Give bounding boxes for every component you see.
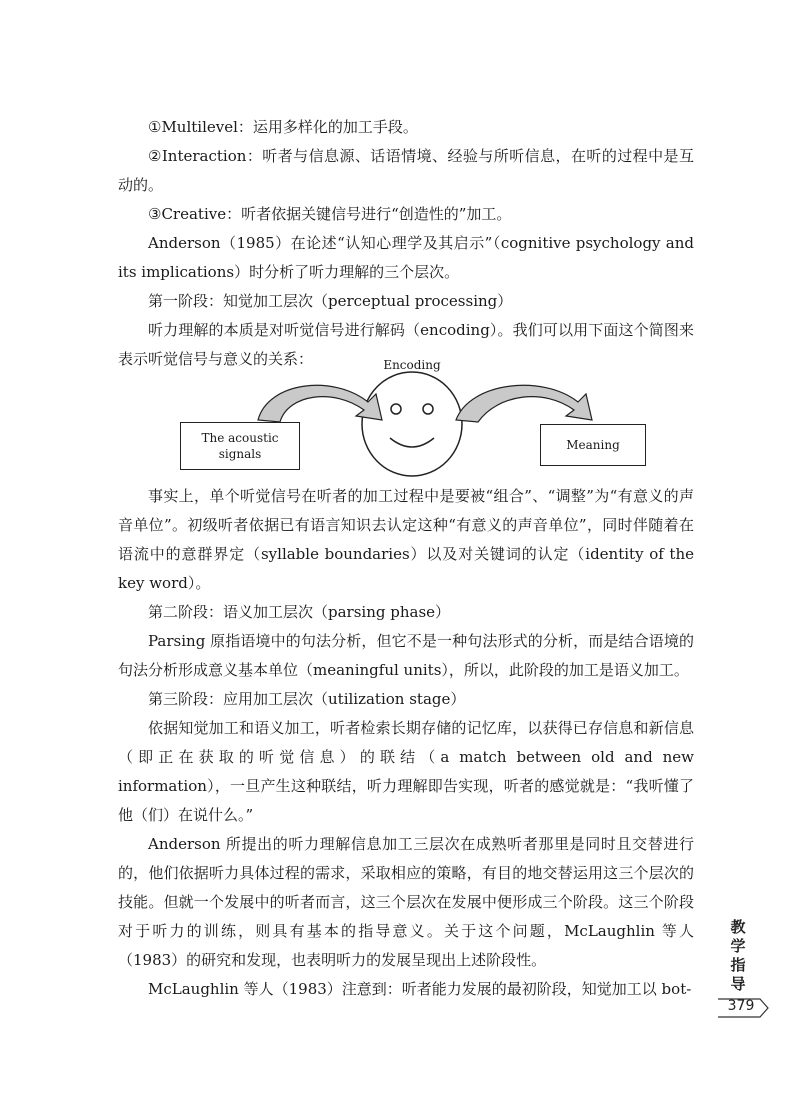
left-arrow-icon bbox=[258, 385, 382, 422]
paragraph: McLaughlin 等人（1983）注意到：听者能力发展的最初阶段，知觉加工以 bot- bbox=[148, 980, 692, 998]
right-arrow-icon bbox=[456, 385, 592, 422]
section-heading: 第一阶段：知觉加工层次（perceptual processing） bbox=[148, 292, 513, 310]
side-section-tab bbox=[727, 918, 749, 994]
paragraph: 依据知觉加工和语义加工，听者检索长期存储的记忆库，以获得已存信息和新信息（即正在获取的听觉信息）的联结（a match between old and new information），一旦产生这种联结，听力理解即告实现，听者的感觉就是：“我听懂了他（们）在说什么。” bbox=[118, 719, 694, 824]
encoding-diagram bbox=[118, 352, 694, 480]
paragraph: ②Interaction：听者与信息源、话语情境、经验与所听信息，在听的过程中是互动的。 bbox=[118, 147, 694, 194]
meaning-box bbox=[540, 424, 646, 466]
paragraph: Anderson（1985）在论述“认知心理学及其启示”（cognitive psychology and its implications）时分析了听力理解的三个层次。 bbox=[118, 234, 694, 281]
body-text-bottom bbox=[118, 482, 694, 1004]
acoustic-signals-label: The acoustic signals bbox=[201, 431, 279, 461]
paragraph: Parsing 原指语境中的句法分析，但它不是一种句法形式的分析，而是结合语境的句法分析形成意义基本单位（meaningful units），所以，此阶段的加工是语义加工。 bbox=[118, 632, 694, 679]
paragraph: ①Multilevel：运用多样化的加工手段。 bbox=[148, 118, 418, 136]
right-eye bbox=[423, 404, 433, 414]
smiley-face-icon bbox=[362, 372, 462, 476]
paragraph: 事实上，单个听觉信号在听者的加工过程中是要被“组合”、“调整”为“有意义的声音单位”。初级听者依据已有语言知识去认定这种“有意义的声音单位”，同时伴随着在语流中的意群界定（syllable boundaries）以及对关键词的认定（identity of the key word）。 bbox=[118, 487, 694, 592]
encoding-label: Encoding bbox=[383, 358, 441, 372]
section-heading: 第三阶段：应用加工层次（utilization stage） bbox=[148, 690, 466, 708]
side-tab-char: 教 bbox=[730, 918, 746, 936]
meaning-label: Meaning bbox=[566, 438, 620, 452]
side-tab-char: 导 bbox=[730, 975, 746, 993]
page-number-marker bbox=[718, 996, 778, 1022]
paragraph: Anderson 所提出的听力理解信息加工三层次在成熟听者那里是同时且交替进行的，他们依据听力具体过程的需求，采取相应的策略，有目的地交替运用这三个层次的技能。但就一个发展中的听者而言，这三个层次在发展中便形成三个阶段。这三个阶段对于听力的训练，则具有基本的指导意义。关于这个问题，McLaughlin 等人（1983）的研究和发现，也表明听力的发展呈现出上述阶段性。 bbox=[118, 835, 694, 969]
page-number: 379 bbox=[727, 998, 755, 1014]
body-text-top bbox=[118, 113, 694, 374]
paragraph: 听力理解的本质是对听觉信号进行解码（encoding）。我们可以用下面这个简图来表示听觉信号与意义的关系： bbox=[118, 321, 694, 368]
section-heading: 第二阶段：语义加工层次（parsing phase） bbox=[148, 603, 451, 621]
left-eye bbox=[391, 404, 401, 414]
paragraph: ③Creative：听者依据关键信号进行“创造性的”加工。 bbox=[148, 205, 512, 223]
acoustic-signals-box bbox=[180, 422, 300, 470]
side-tab-char: 指 bbox=[730, 956, 746, 974]
side-tab-char: 学 bbox=[730, 937, 746, 955]
